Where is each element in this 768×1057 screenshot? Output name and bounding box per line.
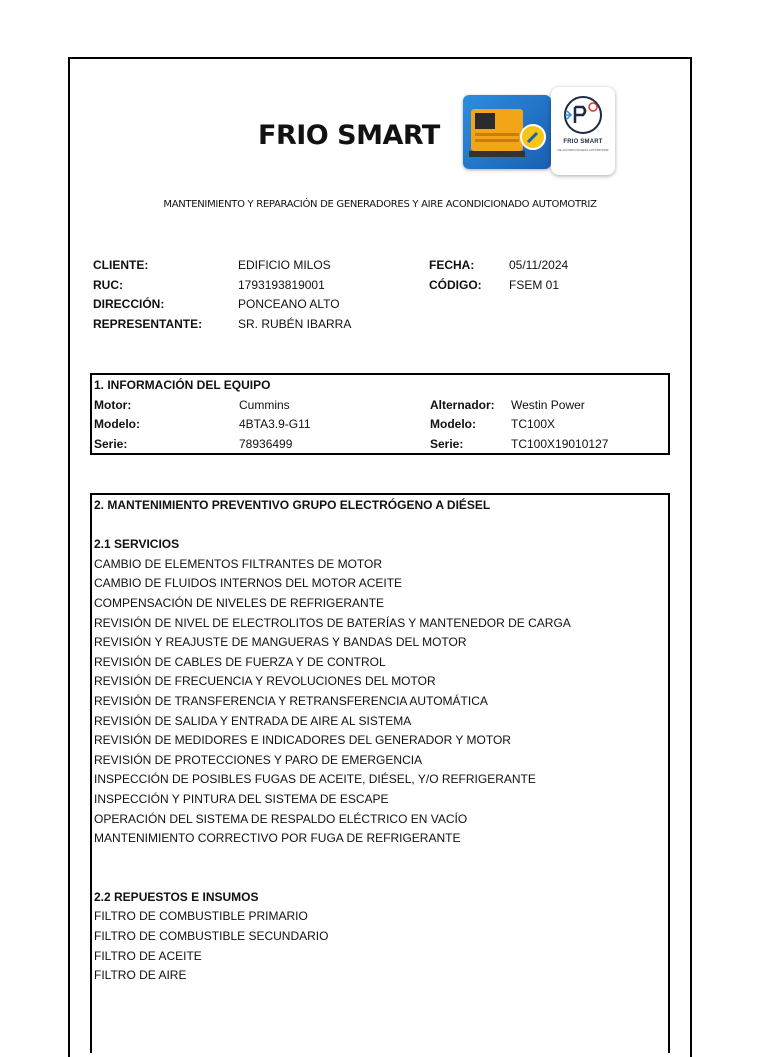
service-item: INSPECCIÓN Y PINTURA DEL SISTEMA DE ESCAPE xyxy=(94,791,389,806)
representante-label: REPRESENTANTE: xyxy=(93,316,203,331)
direccion-label: DIRECCIÓN: xyxy=(93,297,165,311)
service-item: OPERACIÓN DEL SISTEMA DE RESPALDO ELÉCTRICO EN VACÍO xyxy=(94,811,468,826)
modelo-label: Modelo: xyxy=(94,417,140,431)
frio-smart-logo xyxy=(551,87,615,175)
brand-title: FRIO SMART xyxy=(258,120,440,151)
equipment-section-title: 1. INFORMACIÓN DEL EQUIPO xyxy=(94,378,271,392)
alternador-modelo-label: Modelo: xyxy=(430,417,476,431)
service-item: REVISIÓN DE MEDIDORES E INDICADORES DEL GENERADOR Y MOTOR xyxy=(94,733,511,748)
client-info xyxy=(93,256,653,334)
document-subtitle: MANTENIMIENTO Y REPARACIÓN DE GENERADORES Y AIRE ACONDICIONADO AUTOMOTRIZ xyxy=(163,199,597,210)
ruc-value: 1793193819001 xyxy=(238,277,325,292)
part-item: FILTRO DE COMBUSTIBLE SECUNDARIO xyxy=(94,929,329,944)
alternador-serie-value: TC100X19010127 xyxy=(511,436,609,451)
motor-label: Motor: xyxy=(94,397,132,412)
service-item: REVISIÓN DE NIVEL DE ELECTROLITOS DE BATERÍAS Y MANTENEDOR DE CARGA xyxy=(94,615,571,630)
service-item: COMPENSACIÓN DE NIVELES DE REFRIGERANTE xyxy=(94,595,385,610)
representante-value: SR. RUBÉN IBARRA xyxy=(238,316,352,331)
service-item: REVISIÓN DE SALIDA Y ENTRADA DE AIRE AL SISTEMA xyxy=(94,713,412,728)
service-item: REVISIÓN DE FRECUENCIA Y REVOLUCIONES DEL MOTOR xyxy=(94,674,436,689)
serie-value: 78936499 xyxy=(239,436,293,451)
service-item: REVISIÓN DE PROTECCIONES Y PARO DE EMERGENCIA xyxy=(94,752,423,767)
generator-logo-icon xyxy=(463,95,551,169)
equipment-info-box xyxy=(90,373,670,455)
services-title: 2.1 SERVICIOS xyxy=(94,537,180,552)
part-item: FILTRO DE ACEITE xyxy=(94,948,202,963)
alternador-label: Alternador: xyxy=(430,397,495,412)
part-item: FILTRO DE AIRE xyxy=(94,968,187,983)
ruc-label: RUC: xyxy=(93,277,123,292)
direccion-value: PONCEANO ALTO xyxy=(238,297,340,311)
part-item: FILTRO DE COMBUSTIBLE PRIMARIO xyxy=(94,909,308,924)
service-item: REVISIÓN DE CABLES DE FUERZA Y DE CONTROL xyxy=(94,654,386,669)
modelo-value: 4BTA3.9-G11 xyxy=(239,417,311,431)
alternador-serie-label: Serie: xyxy=(430,436,464,451)
service-item: REVISIÓN Y REAJUSTE DE MANGUERAS Y BANDAS DEL MOTOR xyxy=(94,635,467,650)
codigo-value: FSEM 01 xyxy=(509,277,560,292)
service-item: CAMBIO DE ELEMENTOS FILTRANTES DE MOTOR xyxy=(94,556,383,571)
service-item: CAMBIO DE FLUIDOS INTERNOS DEL MOTOR ACEITE xyxy=(94,576,403,591)
alternador-modelo-value: TC100X xyxy=(511,417,556,431)
serie-label: Serie: xyxy=(94,436,128,451)
service-item: INSPECCIÓN DE POSIBLES FUGAS DE ACEITE, DIÉSEL, Y/O REFRIGERANTE xyxy=(94,772,536,787)
service-item: MANTENIMIENTO CORRECTIVO POR FUGA DE REFRIGERANTE xyxy=(94,831,461,846)
cliente-label: CLIENTE: xyxy=(93,258,149,272)
maintenance-box xyxy=(90,493,670,1053)
fecha-label: FECHA: xyxy=(429,258,475,272)
motor-value: Cummins xyxy=(239,397,290,412)
logo-brand-text: FRIO SMART xyxy=(563,139,603,145)
cliente-value: EDIFICIO MILOS xyxy=(238,258,331,272)
logo-brand-subtext: DE ACONDICIONADO AUTOMOTRIZ xyxy=(557,148,609,152)
fecha-value: 05/11/2024 xyxy=(509,258,569,272)
alternador-value: Westin Power xyxy=(511,397,585,412)
service-item: REVISIÓN DE TRANSFERENCIA Y RETRANSFERENCIA AUTOMÁTICA xyxy=(94,693,488,708)
codigo-label: CÓDIGO: xyxy=(429,277,482,292)
parts-title: 2.2 REPUESTOS E INSUMOS xyxy=(94,889,259,904)
maintenance-section-title: 2. MANTENIMIENTO PREVENTIVO GRUPO ELECTRÓGENO A DIÉSEL xyxy=(94,498,491,512)
